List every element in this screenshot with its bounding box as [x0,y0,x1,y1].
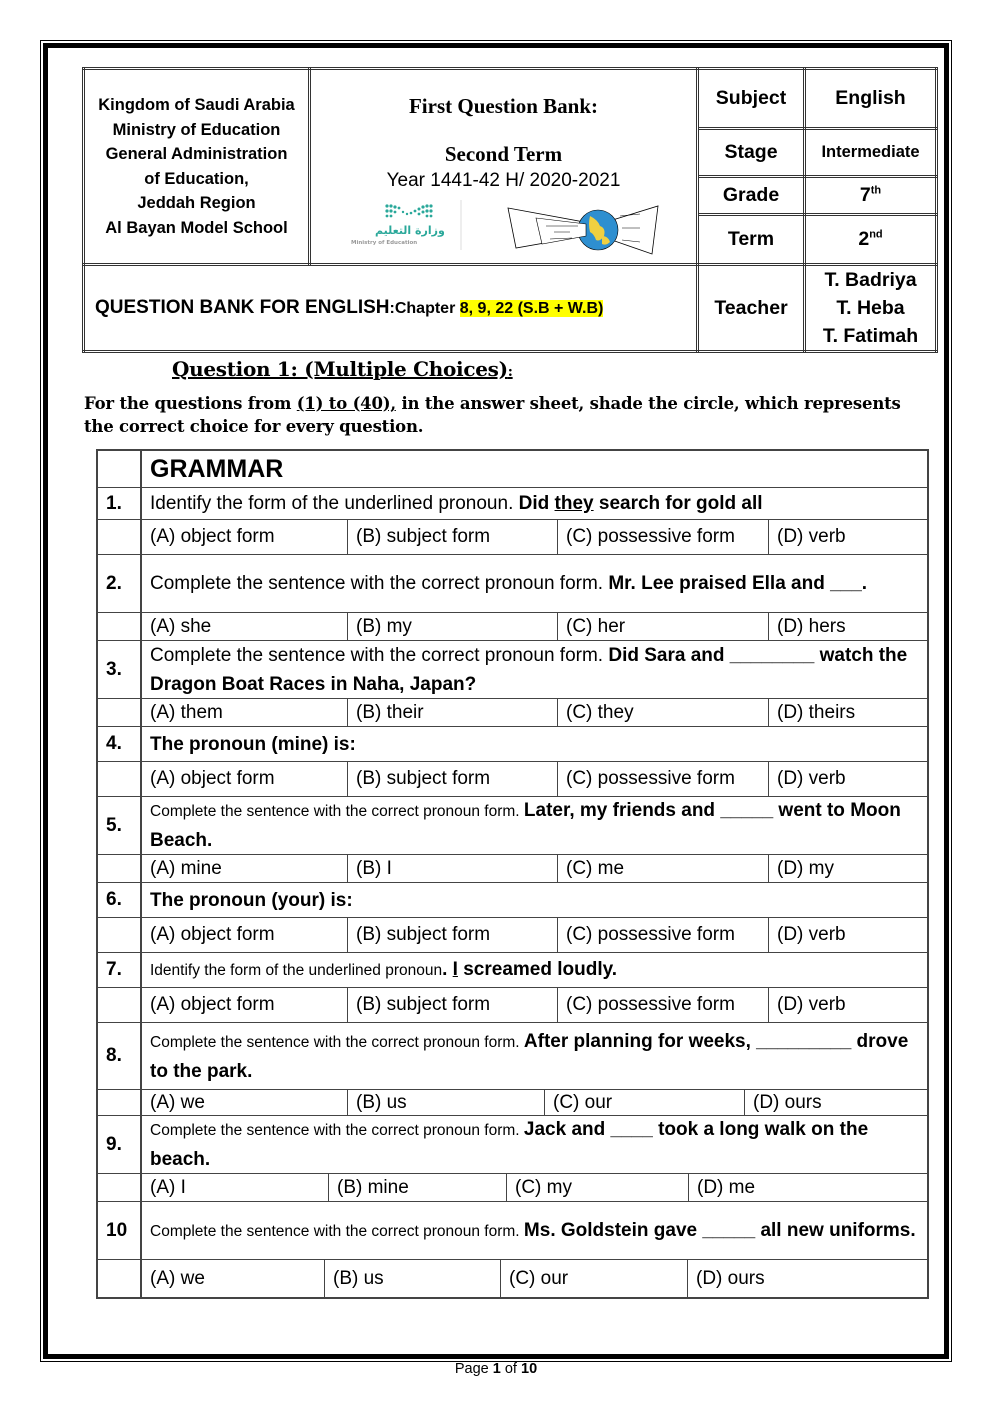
option-b[interactable]: (B) my [348,613,558,640]
question-number: 2. [98,555,142,612]
question-number: 10 [98,1202,142,1259]
subject-label: Subject [698,69,805,129]
page-of-label: of [500,1361,521,1377]
school-line: General Administration [105,145,288,163]
teacher-list [805,265,937,352]
teacher-name: T. Heba [836,297,905,319]
option-c[interactable]: (C) possessive form [558,520,769,554]
underlined-pronoun: they [554,493,594,514]
option-a[interactable]: (A) object form [142,520,348,554]
option-c[interactable]: (C) possessive form [558,762,769,796]
stage-label: Stage [698,129,805,177]
options-num-cell [98,855,142,882]
option-b[interactable]: (B) mine [329,1174,507,1201]
question-text [142,1116,927,1173]
stage-value: Intermediate [805,129,937,177]
instructions-pre: For the questions from [84,394,297,413]
year-label: Year 1441-42 H/ 2020-2021 [386,170,621,191]
school-logo [506,202,661,257]
questions-table [96,449,929,1299]
question-row [98,1115,927,1173]
option-c[interactable]: (C) our [545,1090,745,1115]
question-instruction: Complete the sentence with the correct pronoun form. [150,1122,524,1139]
question-text [142,883,361,917]
option-d[interactable]: (D) ours [696,1267,765,1289]
question-row [98,1022,927,1089]
option-d[interactable]: (D) verb [777,768,846,789]
option-b[interactable]: (B) subject form [348,520,558,554]
title-block [310,69,698,265]
option-c[interactable]: (C) possessive form [558,988,769,1022]
school-line: Kingdom of Saudi Arabia [98,96,295,114]
section-title: GRAMMAR [150,454,284,483]
option-b[interactable]: (B) us [348,1090,545,1115]
school-line: of Education, [144,169,249,188]
options-row [98,1259,927,1297]
option-c[interactable]: (C) they [558,699,769,726]
question-sentence-end: screamed loudly. [457,959,618,980]
question-instruction: Complete the sentence with the correct pronoun form. [150,644,609,666]
option-d[interactable]: (D) hers [777,615,846,637]
school-line: Ministry of Education [112,120,281,139]
question-heading-text: Question 1: (Multiple Choices) [172,357,508,381]
option-d[interactable]: (D) ours [753,1091,822,1113]
section-row [98,451,927,487]
question-number: 1. [98,488,142,519]
options-num-cell [98,988,142,1022]
question-row [98,554,927,612]
question-sentence: Jack and ____ took a long walk on the beach. [150,1119,869,1170]
school-info [84,69,310,265]
option-d[interactable]: (D) theirs [777,701,856,723]
question-number: 6. [98,883,142,917]
option-b[interactable]: (B) subject form [348,918,558,952]
options-num-cell [98,613,142,640]
question-instruction: Identify the form of the underlined pronoun [150,962,443,979]
bank-colon: : [389,300,395,317]
option-b[interactable]: (B) I [348,855,558,882]
option-b[interactable]: (B) subject form [348,762,558,796]
options-row [98,519,927,554]
question-number: 3. [98,641,142,698]
ministry-logo-text: وزارة التعليم [375,224,445,237]
bank-title-cell [84,265,698,352]
options-row [98,761,927,796]
options-row [98,917,927,952]
options-row [98,987,927,1022]
options-row [98,854,927,882]
term-label: Term [698,215,805,265]
question-row [98,487,927,519]
question-row [98,796,927,854]
question-row [98,640,927,698]
option-c[interactable]: (C) possessive form [558,918,769,952]
option-a[interactable]: (A) I [142,1174,329,1201]
question-sentence: Mr. Lee praised Ella and ___. [608,573,868,594]
instructions [84,392,924,438]
option-a[interactable]: (A) object form [142,918,348,952]
option-c[interactable]: (C) my [507,1174,689,1201]
option-b[interactable]: (B) subject form [348,988,558,1022]
question-number: 4. [98,727,142,761]
options-num-cell [98,1090,142,1115]
question-row [98,1201,927,1259]
teacher-name: T. Fatimah [822,325,919,347]
option-d[interactable]: (D) verb [777,994,846,1015]
option-a[interactable]: (A) we [142,1090,348,1115]
options-num-cell [98,918,142,952]
school-line: Jeddah Region [137,194,256,212]
option-c[interactable]: (C) her [558,613,769,640]
chapter-label: Chapter [394,300,456,317]
header-table [82,67,938,353]
grade-value [805,177,937,215]
question-text [142,555,875,612]
question-sentence: Later, my friends and _____ went to Moon Beach. [150,800,901,851]
grade-suffix: th [870,184,882,197]
term-number: 2 [858,228,870,250]
question-instruction: Complete the sentence with the correct pronoun form. [150,573,609,594]
question-text [142,1023,927,1089]
question-instruction: Complete the sentence with the correct pronoun form. [150,1033,524,1051]
question-number: 8. [98,1023,142,1089]
question-text [142,797,927,854]
question-instruction: Complete the sentence with the correct pronoun form. [150,1222,524,1240]
options-num-cell [98,520,142,554]
question-number: 5. [98,797,142,854]
bank-title: QUESTION BANK FOR ENGLISH [95,297,390,318]
option-d[interactable]: (D) verb [777,526,846,547]
option-a[interactable]: (A) she [142,613,348,640]
option-a[interactable]: (A) them [142,699,348,726]
option-d[interactable]: (D) verb [777,924,846,945]
options-num-cell [98,1260,142,1297]
underlined-pronoun: I [452,959,458,980]
question-text [142,1202,924,1259]
question-instruction: Identify the form of the underlined pronoun. [150,493,519,514]
school-line: Al Bayan Model School [105,218,288,237]
doc-title: First Question Bank: [408,94,599,118]
question-sentence: Did Sara and ________ watch the Dragon Boat Races in Naha, Japan? [150,644,908,695]
subject-value: English [805,69,937,129]
options-num-cell [98,762,142,796]
question-sentence: The pronoun (your) is: [150,889,353,911]
question-sentence: . [442,959,453,980]
options-row [98,612,927,640]
section-num-cell [98,451,142,487]
option-a[interactable]: (A) we [142,1260,325,1297]
options-num-cell [98,1174,142,1201]
question-sentence: Ms. Goldstein gave _____ all new uniforms. [523,1219,916,1241]
question-heading-colon: : [507,364,513,380]
option-a[interactable]: (A) object form [142,988,348,1022]
question-text [142,953,625,987]
option-d[interactable]: (D) me [697,1176,756,1198]
question-number: 9. [98,1116,142,1173]
grade-number: 7 [859,184,871,206]
options-row [98,698,927,726]
term-title: Second Term [444,142,563,166]
term-value [805,215,937,265]
question-text [142,727,364,761]
option-a[interactable]: (A) object form [142,762,348,796]
ministry-logo [337,200,463,250]
instructions-range: (1) to (40), [296,394,396,413]
question-sentence-end: search for gold all [593,493,763,514]
option-a[interactable]: (A) mine [142,855,348,882]
question-row [98,726,927,761]
question-text [142,488,771,519]
question-sentence: The pronoun (mine) is: [150,733,356,755]
question-row [98,882,927,917]
chapter-value: 8, 9, 22 (S.B + W.B) [459,300,604,317]
options-num-cell [98,699,142,726]
options-row [98,1089,927,1115]
page-footer [0,1361,992,1377]
grade-label: Grade [698,177,805,215]
question-row [98,952,927,987]
question-number: 7. [98,953,142,987]
question-sentence: Did [518,493,555,514]
option-b[interactable]: (B) their [348,699,558,726]
instructions-post: in the answer sheet, shade the circle, which represents the correct choice for every question. [84,394,901,436]
teacher-label: Teacher [698,265,805,352]
options-row [98,1173,927,1201]
question-text [142,641,927,698]
page-current: 1 [492,1361,501,1377]
option-b[interactable]: (B) us [325,1260,501,1297]
question-instruction: Complete the sentence with the correct pronoun form. [150,803,524,820]
term-suffix: nd [869,228,883,241]
question-heading [172,357,513,381]
option-c[interactable]: (C) our [501,1260,688,1297]
page-label: Page [454,1361,493,1377]
ministry-logo-caption: Ministry of Education [351,240,418,246]
option-d[interactable]: (D) my [777,857,834,879]
option-c[interactable]: (C) me [558,855,769,882]
teacher-name: T. Badriya [824,269,917,291]
page-total: 10 [521,1361,538,1377]
question-sentence: After planning for weeks, _________ drove to the park. [150,1030,909,1082]
